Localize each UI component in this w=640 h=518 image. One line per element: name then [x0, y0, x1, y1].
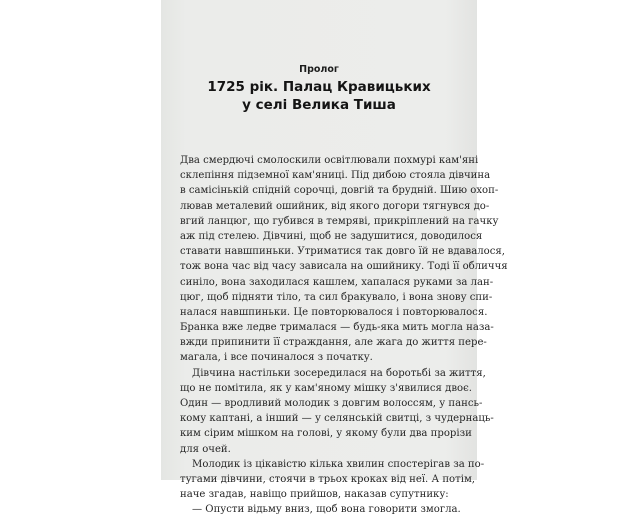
- text-line: кому каптані, а інший — у селянській свитці, з чудернаць-: [180, 413, 494, 425]
- text-line: тож вона час від часу зависала на ошийнику. Тоді її обличчя: [180, 261, 508, 273]
- text-line: склепіння підземної кам'яниці. Під дибою стояла дівчина: [180, 170, 491, 182]
- text-line: ставати навшпиньки. Утриматися так довго їй не вдавалося,: [180, 246, 505, 258]
- chapter-title-line: у селі Велика Тиша: [242, 97, 396, 113]
- text-line: вжди припинити її страждання, але жага до життя пере-: [180, 337, 487, 349]
- chapter-title-line: 1725 рік. Палац Кравицьких: [207, 79, 431, 95]
- body-text: [180, 153, 508, 518]
- text-line: для очей.: [180, 443, 231, 455]
- text-line: магала, і все починалося з початку.: [180, 352, 373, 364]
- text-line: що не помітила, як у кам'яному мішку з'явилися двоє.: [180, 382, 472, 394]
- text-line: ким сірим мішком на голові, у якому були два прорізи: [180, 428, 472, 440]
- text-line: Один — вродливий молодик з довгим волоссям, у пансь-: [180, 398, 483, 409]
- text-line: наче згадав, навіщо прийшов, наказав супутнику:: [180, 489, 449, 501]
- text-line: лював металевий ошийник, від якого догори тягнувся до-: [180, 200, 490, 212]
- chapter-title: [161, 78, 477, 114]
- book-page: [161, 0, 508, 516]
- text-line: — Опусти відьму вниз, щоб вона говорити змогла.: [192, 504, 461, 516]
- text-line: цюг, щоб підняти тіло, та сил бракувало, і вона знову спи-: [180, 291, 493, 303]
- text-line: Дівчина настільки зосередилася на боротьбі за життя,: [192, 367, 486, 379]
- text-line: Два смердючі смолоскили освітлювали похмурі кам'яні: [180, 155, 479, 166]
- text-line: Молодик із цікавістю кілька хвилин спостерігав за по-: [192, 458, 485, 470]
- text-line: синіло, вона заходилася кашлем, хапалася руками за лан-: [180, 276, 494, 288]
- text-line: аж під стелею. Дівчині, щоб не задушитися, доводилося: [180, 230, 483, 242]
- text-line: Бранка вже ледве трималася — будь-яка мить могла наза-: [180, 322, 494, 334]
- text-line: в самісінькій спідній сорочці, довгій та брудній. Шию охоп-: [180, 185, 499, 197]
- section-label: Пролог: [299, 64, 339, 75]
- text-line: вгий ланцюг, що губився в темряві, прикріплений на гачку: [180, 215, 499, 227]
- text-line: тугами дівчини, стоячи в трьох кроках від неї. А потім,: [180, 473, 476, 485]
- text-line: налася навшпиньки. Це повторювалося і повторювалося.: [180, 306, 488, 318]
